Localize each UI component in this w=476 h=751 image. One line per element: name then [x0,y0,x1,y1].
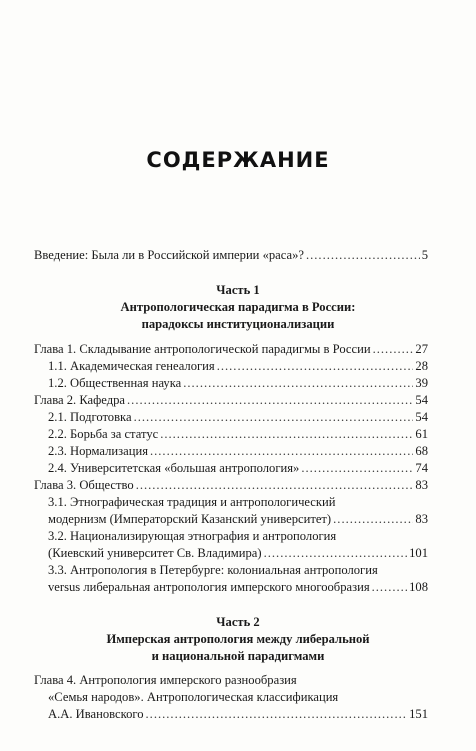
leader-dots [217,358,414,374]
toc-entry-chapter4-line3 [48,706,428,722]
toc-entry-intro [34,247,428,263]
leader-dots [333,511,413,527]
toc-entry-section-1-1 [48,358,428,374]
toc-entry-label: 2.2. Борьба за статус [48,427,159,441]
toc-page-number: 27 [415,342,428,356]
part1-subtitle-line1: Антропологическая парадигма в России: [120,300,356,314]
leader-dots [134,409,414,425]
leader-dots [373,341,414,357]
toc-page-number: 54 [415,393,428,407]
toc-entry-section-3-2-line1: 3.2. Национализирующая этнография и антропология [48,529,337,543]
leader-dots [127,392,413,408]
part1-heading: Часть 1 [216,283,260,297]
leader-dots [301,460,413,476]
toc-entry-section-1-2 [48,375,428,391]
toc-page-number: 54 [415,410,428,424]
leader-dots [183,375,413,391]
page-title: СОДЕРЖАНИЕ [146,148,330,172]
toc-entry-section-3-3 [48,579,428,595]
toc-entry-section-3-1 [48,511,428,527]
toc-entry-chapter4-line1: Глава 4. Антропология имперского разнообразия [34,673,297,687]
toc-page-number: 28 [415,359,428,373]
toc-entry-label: 2.3. Нормализация [48,444,148,458]
toc-entry-label: (Киевский университет Св. Владимира) [48,546,262,560]
part1-subtitle-line2: парадоксы институционализации [141,317,335,331]
toc-entry-section-2-1 [48,409,428,425]
toc-entry-label: Глава 3. Общество [34,478,134,492]
toc-entry-section-3-3-line1: 3.3. Антропология в Петербурге: колониальная антропология [48,563,378,577]
toc-page-number: 83 [415,478,428,492]
toc-entry-label: 1.2. Общественная наука [48,376,182,390]
toc-entry-chapter2 [34,392,428,408]
toc-entry-label: А.А. Ивановского [48,707,144,721]
toc-page-number: 108 [409,580,428,594]
toc-entry-label: Глава 2. Кафедра [34,393,126,407]
toc-page-number: 74 [415,461,428,475]
toc-entry-section-3-2 [48,545,428,561]
leader-dots [146,706,408,722]
toc-page-number: 83 [415,512,428,526]
toc-entry-chapter1 [34,341,428,357]
leader-dots [160,426,413,442]
toc-page-number: 39 [415,376,428,390]
part2-heading: Часть 2 [216,615,260,629]
toc-entry-label: 2.4. Университетская «большая антропология» [48,461,300,475]
toc-entry-chapter3 [34,477,428,493]
leader-dots [150,443,413,459]
toc-entry-label: Введение: Была ли в Российской империи «раса»? [34,248,304,262]
toc-entry-chapter4-line2: «Семья народов». Антропологическая классификация [48,690,339,704]
toc-entry-section-2-3 [48,443,428,459]
leader-dots [264,545,408,561]
toc-entry-label: 2.1. Подготовка [48,410,132,424]
toc-page-number: 151 [409,707,428,721]
leader-dots [306,247,420,263]
toc-entry-label: versus либеральная антропология имперского многообразия [48,580,370,594]
toc-entry-section-3-1-line1: 3.1. Этнографическая традиция и антропологический [48,495,336,509]
part2-subtitle-line1: Имперская антропология между либеральной [106,632,370,646]
toc-page-number: 68 [415,444,428,458]
leader-dots [136,477,414,493]
leader-dots [372,579,408,595]
toc-page-number: 101 [409,546,428,560]
toc-entry-label: модернизм (Императорский Казанский университет) [48,512,332,526]
toc-entry-label: Глава 1. Складывание антропологической парадигмы в России [34,342,371,356]
part2-subtitle-line2: и национальной парадигмами [151,649,325,663]
toc-page-number: 5 [421,248,428,262]
toc-entry-label: 1.1. Академическая генеалогия [48,359,215,373]
toc-entry-section-2-2 [48,426,428,442]
toc-entry-section-2-4 [48,460,428,476]
toc-page-number: 61 [415,427,428,441]
